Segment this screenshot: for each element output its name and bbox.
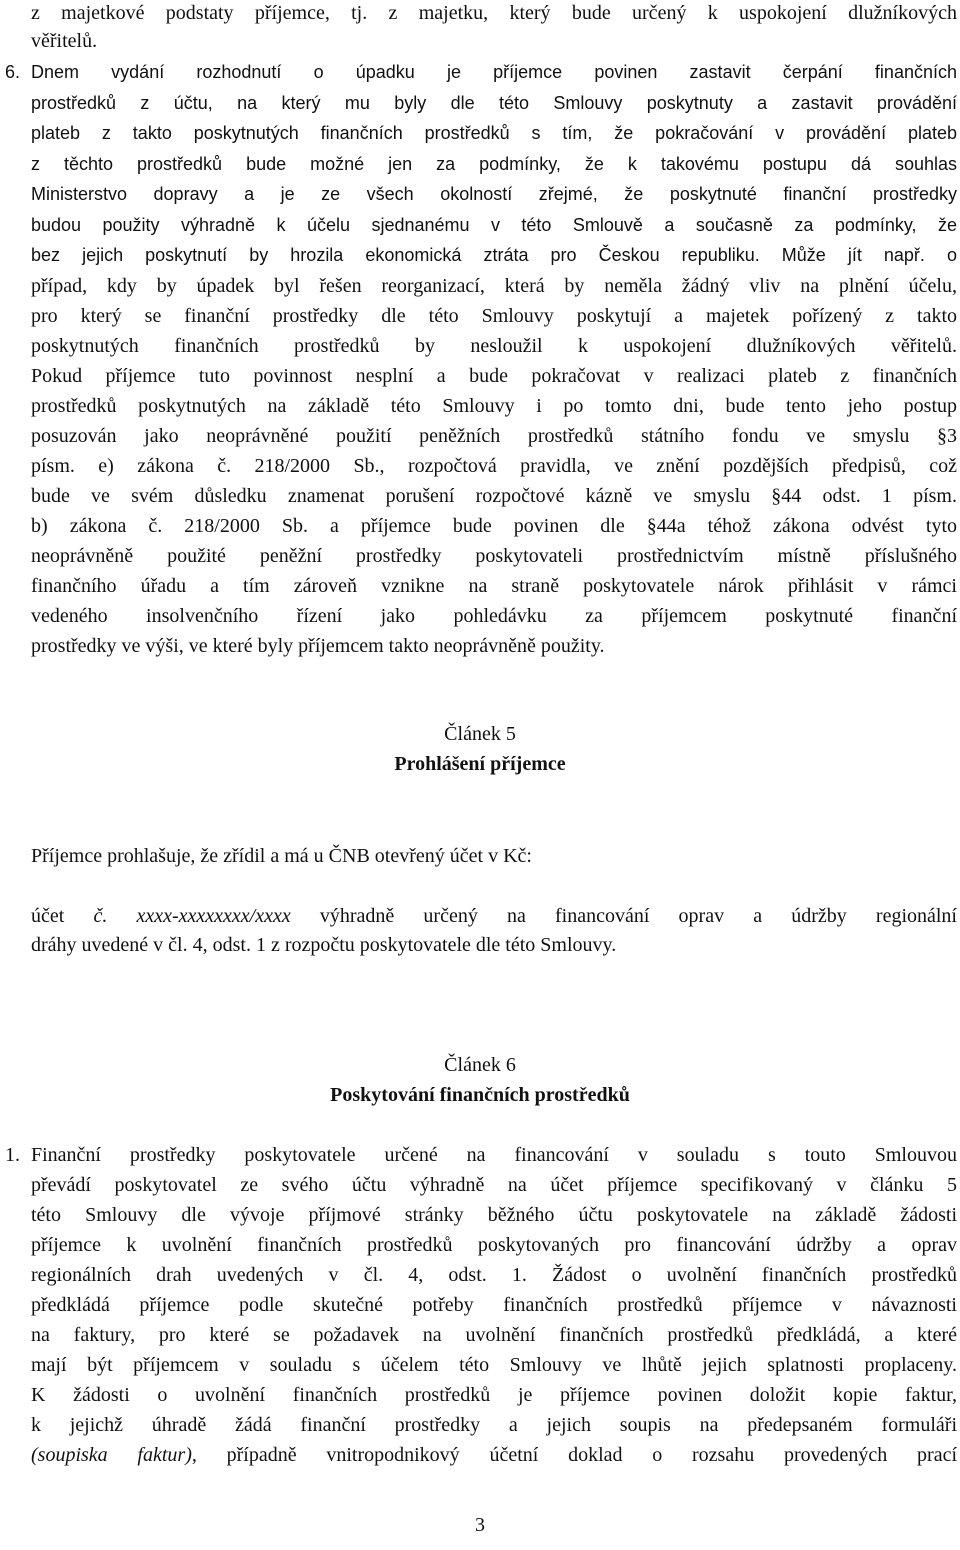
paragraph-line: věřitelů. <box>31 30 98 52</box>
line-text: , případně vnitropodnikový účetní doklad o rozsahu provedených prací <box>191 1444 958 1466</box>
article-title: Prohlášení příjemce <box>394 753 566 775</box>
page-number: 3 <box>475 1514 485 1536</box>
italic-term: (soupiska faktur) <box>31 1444 192 1466</box>
account-label: účet <box>31 905 65 927</box>
paragraph-line: neoprávněně použité peněžní prostředky poskytovateli prostřednictvím místně příslušného <box>31 545 957 567</box>
paragraph-line: mají být příjemcem v souladu s účelem této Smlouvy ve lhůtě jejich splatnosti proplaceny. <box>31 1354 957 1376</box>
paragraph-line: budou použity výhradně k účelu sjednanému v této Smlouvě a současně za podmínky, že <box>31 215 957 235</box>
paragraph-line: vedeného insolvenčního řízení jako pohledávku za příjemcem poskytnuté finanční <box>31 605 957 627</box>
paragraph-line: plateb z takto poskytnutých finančních prostředků s tím, že pokračování v provádění plateb <box>31 123 957 143</box>
paragraph-line: převádí poskytovatel ze svého účtu výhradně na účet příjemce specifikovaný v článku 5 <box>31 1174 957 1196</box>
paragraph-line: bez jejich poskytnutí by hrozila ekonomická ztráta pro Českou republiku. Může jít např. o <box>31 245 957 265</box>
paragraph-line: písm. e) zákona č. 218/2000 Sb., rozpočtová pravidla, ve znění pozdějších předpisů, což <box>31 455 957 477</box>
paragraph-line: dráhy uvedené v čl. 4, odst. 1 z rozpočtu poskytovatele dle této Smlouvy. <box>31 934 617 956</box>
paragraph-line: předkládá příjemce podle skutečné potřeby finančních prostředků příjemce v návaznosti <box>31 1294 957 1316</box>
paragraph-line: Pokud příjemce tuto povinnost nesplní a bude pokračovat v realizaci plateb z finančních <box>31 365 957 387</box>
paragraph-line: k jejichž úhradě žádá finanční prostředky a jejich soupis na předepsaném formuláři <box>31 1414 957 1436</box>
paragraph-line: bude ve svém důsledku znamenat porušení rozpočtové kázně ve smyslu §44 odst. 1 písm. <box>31 485 957 507</box>
paragraph-line: Dnem vydání rozhodnutí o úpadku je příjemce povinen zastavit čerpání finančních <box>31 62 957 82</box>
paragraph-line: poskytnutých finančních prostředků by nesloužil k uspokojení dlužníkových věřitelů. <box>31 335 957 357</box>
article-title: Poskytování finančních prostředků <box>330 1084 630 1106</box>
account-number: č. xxxx-xxxxxxxx/xxxx <box>93 905 291 927</box>
paragraph-line: příjemce k uvolnění finančních prostředků poskytovaných pro financování údržby a oprav <box>31 1234 957 1256</box>
list-number: 1. <box>5 1144 20 1166</box>
paragraph-line: posuzován jako neoprávněné použití peněžních prostředků státního fondu ve smyslu §3 <box>31 425 957 447</box>
paragraph-line: regionálních drah uvedených v čl. 4, odst. 1. Žádost o uvolnění finančních prostředků <box>31 1264 957 1286</box>
paragraph-line: pro který se finanční prostředky dle této Smlouvy poskytují a majetek pořízený z takto <box>31 305 957 327</box>
list-number: 6. <box>5 62 21 82</box>
paragraph-line: b) zákona č. 218/2000 Sb. a příjemce bude povinen dle §44a téhož zákona odvést tyto <box>31 515 957 537</box>
account-purpose: výhradně určený na financování oprav a údržby regionální <box>290 905 957 927</box>
paragraph-line <box>31 1440 957 1470</box>
paragraph-line: z těchto prostředků bude možné jen za podmínky, že k takovému postupu dá souhlas <box>31 154 957 174</box>
paragraph-line: Finanční prostředky poskytovatele určené na financování v souladu s touto Smlouvou <box>31 1144 957 1166</box>
article-heading: Článek 5 <box>444 723 516 745</box>
paragraph-line: této Smlouvy dle vývoje příjmové stránky běžného účtu poskytovatele na základě žádosti <box>31 1204 957 1226</box>
paragraph-line: prostředků z účtu, na který mu byly dle této Smlouvy poskytnuty a zastavit provádění <box>31 93 957 113</box>
paragraph-line: z majetkové podstaty příjemce, tj. z majetku, který bude určený k uspokojení dlužníkových <box>31 2 957 24</box>
paragraph-line: K žádosti o uvolnění finančních prostředků je příjemce povinen doložit kopie faktur, <box>31 1384 957 1406</box>
paragraph-line: Ministerstvo dopravy a je ze všech okolností zřejmé, že poskytnuté finanční prostředky <box>31 184 957 204</box>
paragraph-line: Příjemce prohlašuje, že zřídil a má u ČNB otevřený účet v Kč: <box>31 845 532 867</box>
paragraph-line: prostředky ve výši, ve které byly příjemcem takto neoprávněně použity. <box>31 635 605 657</box>
paragraph-line: prostředků poskytnutých na základě této Smlouvy i po tomto dni, bude tento jeho postup <box>31 395 957 417</box>
article-heading: Článek 6 <box>444 1054 516 1076</box>
paragraph-line: na faktury, pro které se požadavek na uvolnění finančních prostředků předkládá, a které <box>31 1324 957 1346</box>
paragraph-line: finančního úřadu a tím zároveň vznikne na straně poskytovatele nárok přihlásit v rámci <box>31 575 957 597</box>
account-line <box>31 901 957 931</box>
paragraph-line: případ, kdy by úpadek byl řešen reorganizací, která by neměla žádný vliv na plnění účelu, <box>31 275 957 297</box>
